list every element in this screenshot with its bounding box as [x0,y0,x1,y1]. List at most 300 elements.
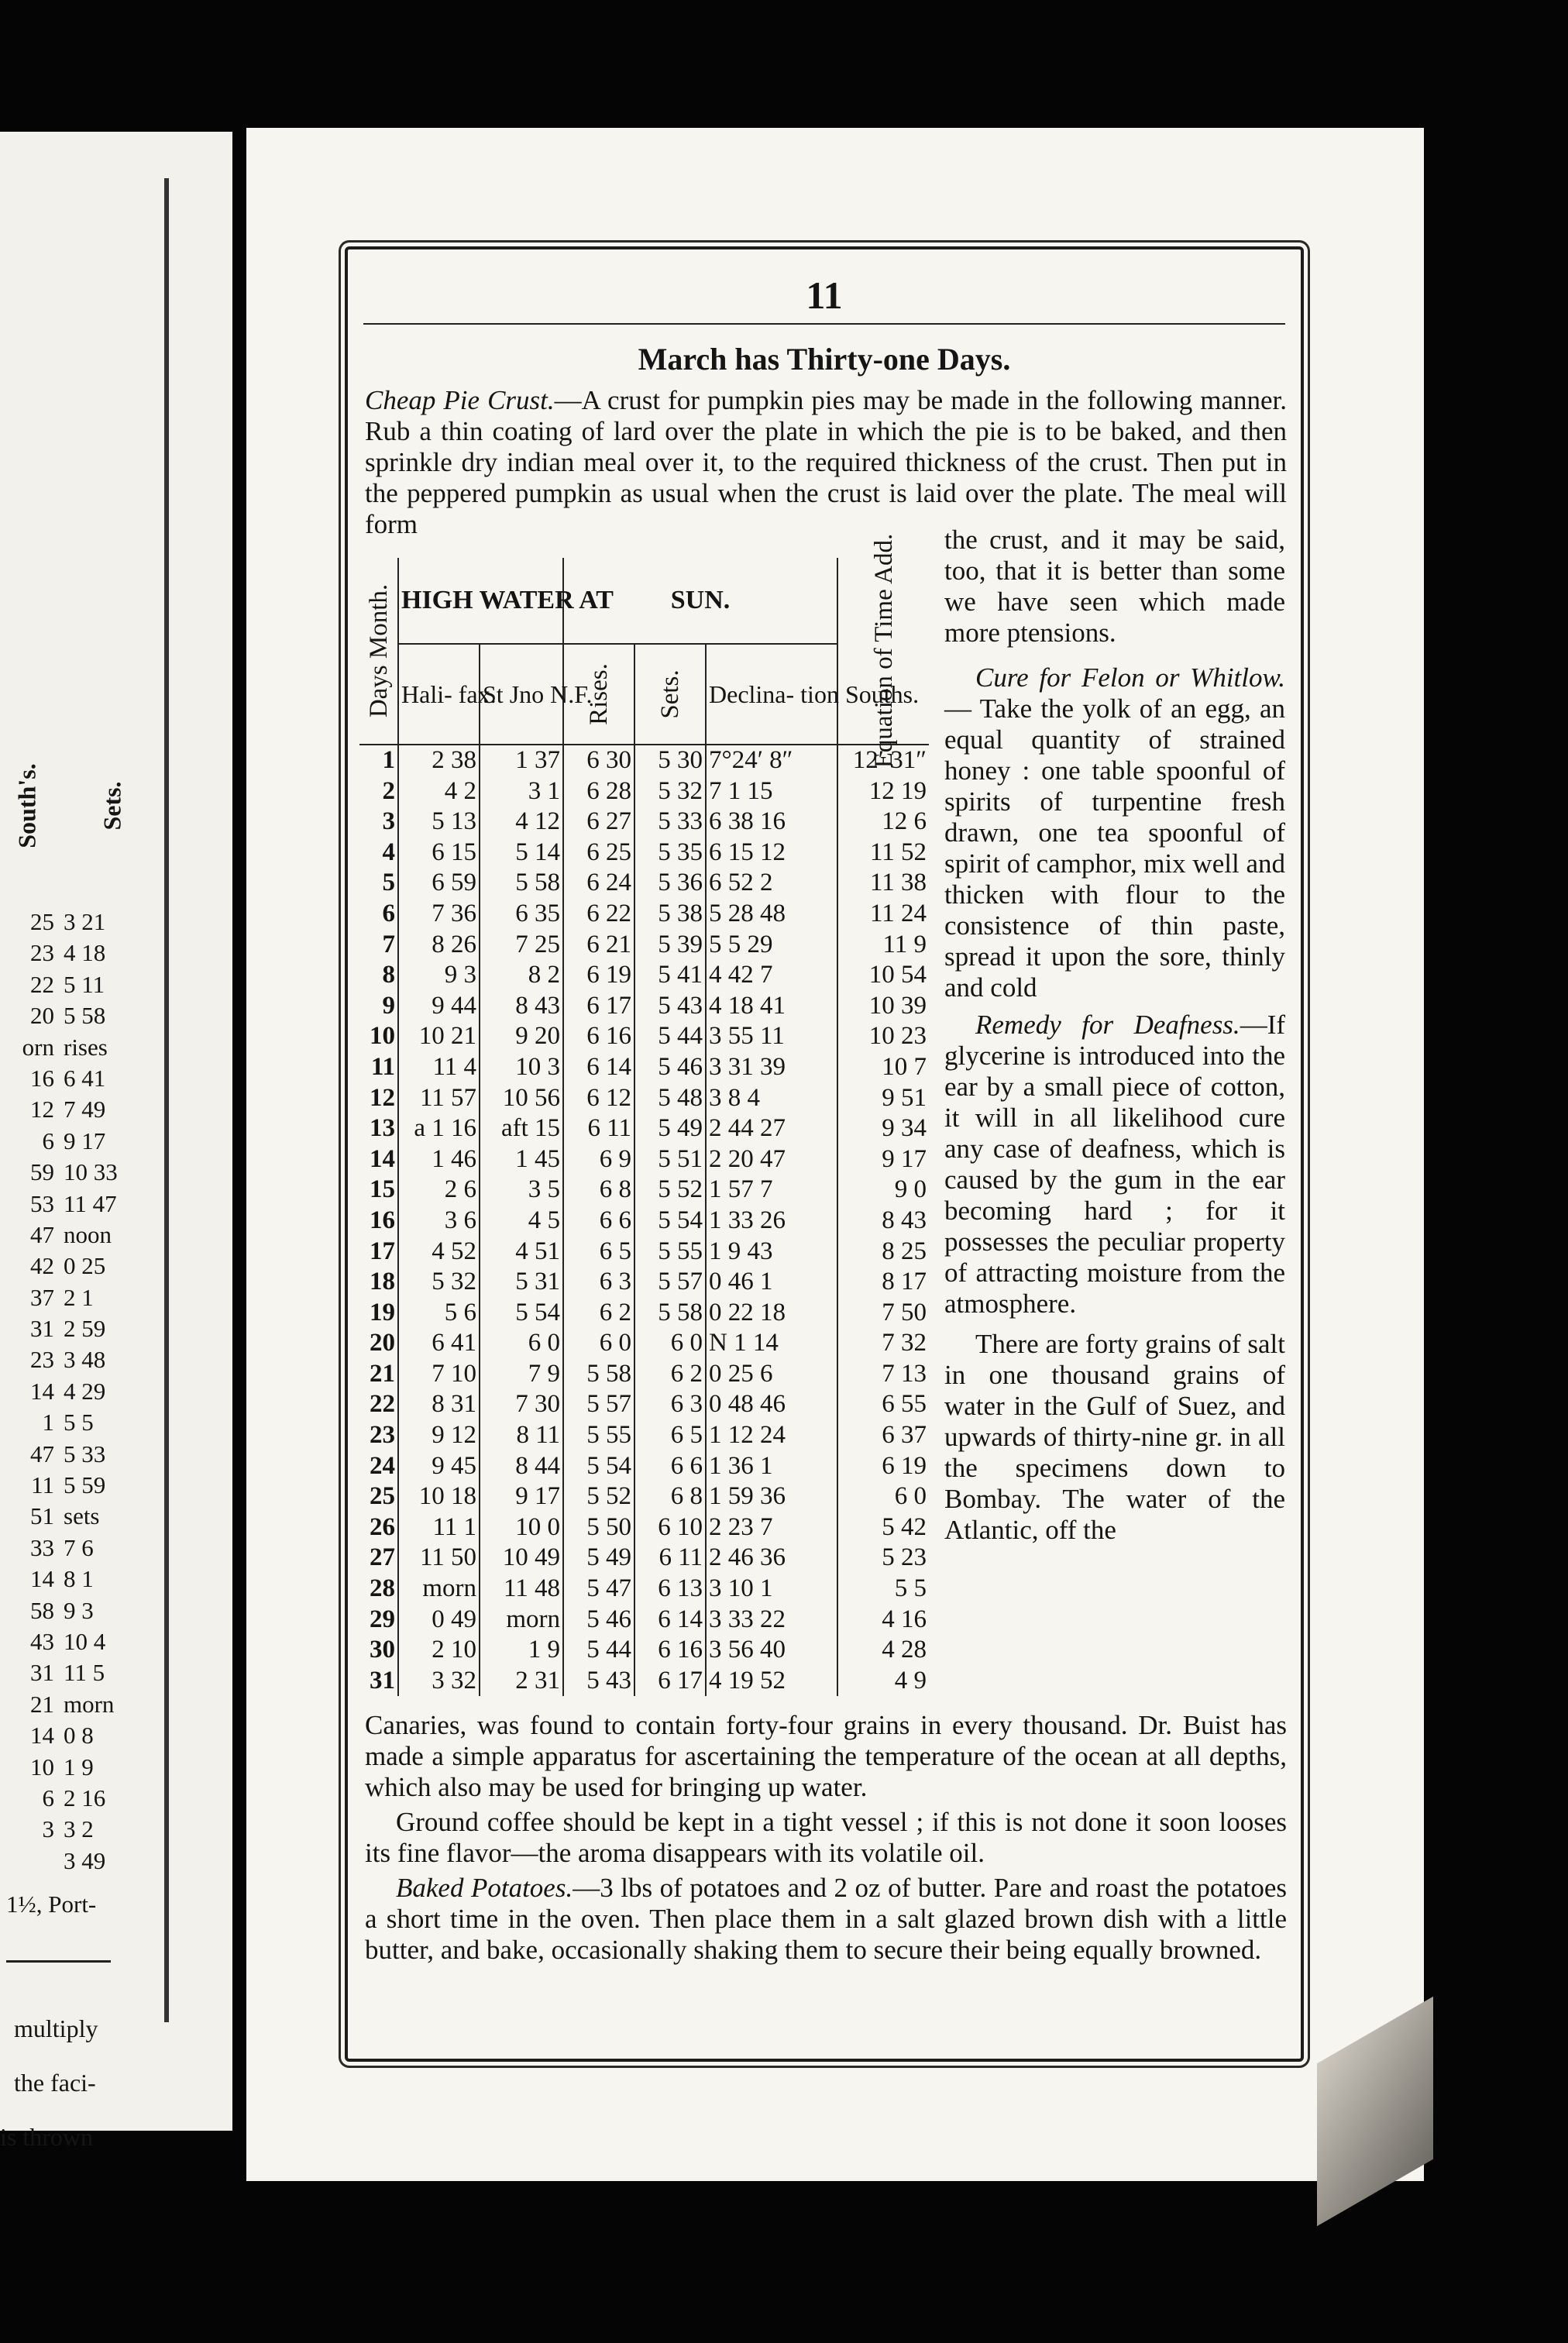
declination-cell: 2 44 27 [706,1113,837,1144]
previous-page-cell: 6 [42,1127,54,1154]
previous-page-header-sets: Sets. [98,781,126,831]
previous-page-cell: 21 [30,1690,54,1718]
declination-cell: 0 48 46 [706,1389,837,1420]
previous-page-cell: 5 11 [64,970,105,998]
deafness-text: —If glycerine is introduced into the ear by a small piece of cotton, it will in all likelihood cure any case of deafness, which is caused by the gum in the ear becoming hard ; for it possesses the peculiar property of attracting moisture from the atmosphere. [944,1010,1285,1319]
halifax-cell: 2 38 [398,745,480,776]
day-cell: 8 [382,961,395,989]
declination-cell: 4 18 41 [706,991,837,1022]
coffee-paragraph: Ground coffee should be kept in a tight vessel ; if this is not done it soon looses its fine flavor—the aroma disappears with its volatile oil. [365,1807,1287,1868]
day-cell: 12 [370,1083,395,1112]
equation-cell: 11 52 [837,838,929,869]
sunset-cell: 5 30 [634,745,706,776]
st-johns-cell: 10 49 [480,1543,563,1574]
sunrise-cell: 6 24 [563,868,634,899]
equation-cell: 9 34 [837,1113,929,1144]
table-row [359,1083,929,1114]
st-johns-cell: 9 20 [480,1021,563,1052]
day-cell: 22 [370,1390,395,1419]
sunrise-cell: 6 30 [563,745,634,776]
table-row [359,1144,929,1175]
equation-cell: 10 23 [837,1021,929,1052]
potatoes-text: —3 lbs of potatoes and 2 oz of butter. Pare and roast the potatoes a short time in the oven. Then place them in a salt glazed brown dish with a little butter, and bake, occasionally shaking them to secure their being equally browned. [365,1873,1287,1965]
previous-page-word: multiply [14,2014,98,2042]
previous-page-tail-text: 1½, Port- [6,1891,97,1918]
previous-page-cell: 10 [30,1753,54,1780]
sunset-cell: 6 14 [634,1605,706,1636]
sunrise-cell: 6 16 [563,1021,634,1052]
previous-page-cell: 0 25 [64,1252,106,1280]
equation-cell: 10 7 [837,1052,929,1083]
sunset-cell: 5 39 [634,930,706,961]
declination-cell: 3 10 1 [706,1574,837,1605]
day-cell: 9 [382,991,395,1020]
declination-cell: 3 8 4 [706,1083,837,1114]
sunset-cell: 5 51 [634,1144,706,1175]
equation-cell: 4 16 [837,1605,929,1636]
header-high-water: HIGH WATER AT [398,558,563,644]
previous-page-cell: 5 33 [64,1440,106,1467]
st-johns-cell: 10 56 [480,1083,563,1114]
previous-page-cell: 1 9 [64,1753,94,1780]
halifax-cell: 11 1 [398,1512,480,1543]
header-declination: Declina- tion Souths. [706,644,837,745]
halifax-cell: 9 45 [398,1451,480,1482]
previous-page-cell: 7 6 [64,1533,94,1561]
sunrise-cell: 5 46 [563,1605,634,1636]
sunset-cell: 5 33 [634,807,706,838]
table-row [359,1605,929,1636]
table-row [359,745,929,776]
declination-cell: 4 19 52 [706,1666,837,1697]
table-row [359,807,929,838]
previous-page-cell: 4 18 [64,939,106,967]
declination-cell: 3 31 39 [706,1052,837,1083]
sunrise-cell: 6 17 [563,991,634,1022]
declination-cell: 7 1 15 [706,776,837,807]
pie-crust-heading: Cheap Pie Crust. [365,385,555,415]
previous-page-cell: 14 [30,1722,54,1750]
previous-page-cell: 3 2 [64,1815,94,1843]
table-row [359,1175,929,1206]
equation-cell: 5 5 [837,1574,929,1605]
sunset-cell: 6 13 [634,1574,706,1605]
equation-cell: 8 43 [837,1206,929,1237]
equation-cell: 12 6 [837,807,929,838]
st-johns-cell: 7 25 [480,930,563,961]
equation-cell: 6 0 [837,1481,929,1512]
day-cell: 29 [370,1605,395,1633]
table-row [359,1666,929,1697]
st-johns-cell: 4 12 [480,807,563,838]
halifax-cell: 6 59 [398,868,480,899]
day-cell: 28 [370,1574,395,1603]
table-row [359,1512,929,1543]
halifax-cell: 4 52 [398,1237,480,1268]
declination-cell: 3 33 22 [706,1605,837,1636]
deafness-paragraph [944,1010,1285,1319]
equation-cell: 9 17 [837,1144,929,1175]
halifax-cell: 11 50 [398,1543,480,1574]
previous-page-cell: 59 [30,1158,54,1186]
equation-cell: 8 25 [837,1237,929,1268]
previous-page-cell: 7 49 [64,1096,106,1123]
table-row [359,1206,929,1237]
salt-continuation: Canaries, was found to contain forty-four grains in every thousand. Dr. Buist has made a simple apparatus for ascertaining the temperature of the ocean at all depths, which also may be used for bringing up water. [365,1710,1287,1802]
st-johns-cell: 2 31 [480,1666,563,1697]
sunrise-cell: 6 21 [563,930,634,961]
equation-cell: 5 23 [837,1543,929,1574]
day-cell: 21 [370,1359,395,1388]
table-row [359,1113,929,1144]
declination-cell: N 1 14 [706,1328,837,1359]
day-cell: 16 [370,1206,395,1234]
day-cell: 4 [382,838,395,866]
previous-page-cell: noon [64,1220,112,1248]
previous-page-cell: 2 59 [64,1315,106,1343]
table-row [359,1635,929,1666]
halifax-cell: 6 41 [398,1328,480,1359]
previous-page-cell: 5 58 [64,1002,106,1030]
previous-page-cell: 5 5 [64,1409,94,1436]
previous-page-cell: 11 [31,1471,54,1499]
potatoes-heading: Baked Potatoes. [396,1873,573,1903]
previous-page-cell: 33 [30,1533,54,1561]
halifax-cell: 8 26 [398,930,480,961]
previous-page-cell: 37 [30,1283,54,1311]
declination-cell: 3 55 11 [706,1021,837,1052]
halifax-cell: 6 15 [398,838,480,869]
previous-page-cell: 9 3 [64,1596,94,1624]
month-title: March has Thirty-one Days. [638,342,1011,377]
previous-page-cell: 9 17 [64,1127,106,1154]
sunset-cell: 5 49 [634,1113,706,1144]
sunset-cell: 6 11 [634,1543,706,1574]
previous-page-cell: 42 [30,1252,54,1280]
st-johns-cell: 6 35 [480,899,563,930]
table-row [359,1359,929,1390]
table-row [359,1328,929,1359]
previous-page-cell: 47 [30,1440,54,1467]
sunset-cell: 5 55 [634,1237,706,1268]
table-row [359,899,929,930]
previous-page-cell: 4 29 [64,1377,106,1405]
equation-cell: 11 38 [837,868,929,899]
declination-cell: 4 42 7 [706,960,837,991]
st-johns-cell: 8 2 [480,960,563,991]
equation-cell: 12′ 31″ [837,745,929,776]
day-cell: 1 [382,746,395,774]
st-johns-cell: 1 37 [480,745,563,776]
st-johns-cell: 11 48 [480,1574,563,1605]
st-johns-cell: 3 5 [480,1175,563,1206]
table-row [359,1237,929,1268]
previous-page-cell: 22 [30,970,54,998]
declination-cell: 5 28 48 [706,899,837,930]
sunset-cell: 5 52 [634,1175,706,1206]
table-row [359,1420,929,1451]
declination-cell: 1 36 1 [706,1451,837,1482]
previous-page-cell: 20 [30,1002,54,1030]
previous-page-column-souths [0,907,54,1846]
declination-cell: 1 33 26 [706,1206,837,1237]
previous-page-cell: 43 [30,1627,54,1655]
header-sets: Sets. [634,644,706,745]
st-johns-cell: 9 17 [480,1481,563,1512]
sunrise-cell: 6 8 [563,1175,634,1206]
declination-cell: 0 22 18 [706,1298,837,1329]
sunrise-cell: 6 28 [563,776,634,807]
sunset-cell: 5 41 [634,960,706,991]
day-cell: 15 [370,1175,395,1204]
halifax-cell: morn [398,1574,480,1605]
previous-page-cell: 10 33 [64,1158,118,1186]
page-number: 11 [806,274,843,317]
sunrise-cell: 6 22 [563,899,634,930]
header-sun: SUN. [563,558,837,644]
right-text-column [944,525,1285,1546]
equation-cell: 5 42 [837,1512,929,1543]
previous-page-border [0,178,169,2151]
previous-page-header-souths: South's. [12,763,41,848]
salt-paragraph: There are forty grains of salt in one thousand grains of water in the Gulf of Suez, and upwards of thirty-nine gr. in all the specimens down to Bombay. The water of the Atlantic, off the [944,1329,1285,1545]
previous-page-cell: 2 1 [64,1283,94,1311]
st-johns-cell: 5 54 [480,1298,563,1329]
sunrise-cell: 6 3 [563,1267,634,1298]
previous-page-cell: 58 [30,1596,54,1624]
sunset-cell: 6 0 [634,1328,706,1359]
previous-page-cell: 10 4 [64,1627,106,1655]
sunrise-cell: 5 44 [563,1635,634,1666]
table-row [359,868,929,899]
previous-page-cell: sets [64,1502,100,1530]
equation-cell: 9 0 [837,1175,929,1206]
halifax-cell: 9 12 [398,1420,480,1451]
sunrise-cell: 5 50 [563,1512,634,1543]
sunrise-cell: 5 55 [563,1420,634,1451]
st-johns-cell: 7 9 [480,1359,563,1390]
day-cell: 13 [370,1114,395,1143]
declination-cell: 7°24′ 8″ [706,745,837,776]
previous-page-cell: 31 [30,1315,54,1343]
sunset-cell: 5 48 [634,1083,706,1114]
sunrise-cell: 6 19 [563,960,634,991]
halifax-cell: 8 31 [398,1389,480,1420]
previous-page-cell: 8 1 [64,1565,94,1593]
sunset-cell: 6 3 [634,1389,706,1420]
previous-page-cell: rises [64,1033,108,1061]
previous-page-cell: 6 [42,1784,54,1811]
header-days-month: Days Month. [359,558,398,745]
equation-cell: 7 32 [837,1328,929,1359]
declination-cell: 1 9 43 [706,1237,837,1268]
st-johns-cell: 7 30 [480,1389,563,1420]
declination-cell: 6 38 16 [706,807,837,838]
previous-page-cell: 23 [30,939,54,967]
previous-page-cell: 2 16 [64,1784,106,1811]
halifax-cell: 5 32 [398,1267,480,1298]
header-rises: Rises. [563,644,634,745]
day-cell: 11 [370,1052,395,1081]
sunrise-cell: 6 2 [563,1298,634,1329]
halifax-cell: 2 6 [398,1175,480,1206]
halifax-cell: 11 4 [398,1052,480,1083]
sunrise-cell: 6 12 [563,1083,634,1114]
previous-page-cell: 31 [30,1659,54,1687]
halifax-cell: 10 21 [398,1021,480,1052]
potatoes-paragraph [365,1873,1287,1966]
halifax-cell: 10 18 [398,1481,480,1512]
declination-cell: 1 59 36 [706,1481,837,1512]
halifax-cell: 4 2 [398,776,480,807]
equation-cell: 9 51 [837,1083,929,1114]
halifax-cell: 9 44 [398,991,480,1022]
halifax-cell: 5 6 [398,1298,480,1329]
st-johns-cell: 4 51 [480,1237,563,1268]
table-row [359,1574,929,1605]
table-row [359,1267,929,1298]
equation-cell: 11 24 [837,899,929,930]
previous-page-rule [6,1960,111,1963]
st-johns-cell: 8 44 [480,1451,563,1482]
declination-cell: 0 25 6 [706,1359,837,1390]
sunset-cell: 5 32 [634,776,706,807]
halifax-cell: 1 46 [398,1144,480,1175]
page-frame [345,246,1304,2062]
day-cell: 19 [370,1298,395,1326]
header-rule [363,323,1285,325]
table-row [359,1021,929,1052]
st-johns-cell: morn [480,1605,563,1636]
sunset-cell: 6 16 [634,1635,706,1666]
previous-page-cell: orn [22,1033,54,1061]
day-cell: 25 [370,1482,395,1511]
sunset-cell: 6 6 [634,1451,706,1482]
day-cell: 3 [382,807,395,836]
equation-cell: 6 37 [837,1420,929,1451]
st-johns-cell: 10 0 [480,1512,563,1543]
sunset-cell: 5 38 [634,899,706,930]
previous-page-cell: 14 [30,1377,54,1405]
previous-page-cell: 11 47 [64,1189,117,1217]
st-johns-cell: 5 14 [480,838,563,869]
declination-cell: 1 12 24 [706,1420,837,1451]
day-cell: 26 [370,1512,395,1541]
felon-heading: Cure for Felon or Whitlow. [975,662,1285,693]
sunrise-cell: 5 49 [563,1543,634,1574]
day-cell: 10 [370,1022,395,1051]
previous-page-cell: 16 [30,1064,54,1092]
sunset-cell: 6 10 [634,1512,706,1543]
st-johns-cell: 5 31 [480,1267,563,1298]
day-cell: 17 [370,1237,395,1265]
table-row [359,960,929,991]
day-cell: 20 [370,1329,395,1357]
felon-text: — Take the yolk of an egg, an equal quantity of strained honey : one table spoonful of spirits of turpentine fresh drawn, one tea spoonful of spirit of camphor, mix well and thicken with flour to the consistence of thin paste, spread it upon the sore, thinly and cold [944,693,1285,1003]
previous-page-cell: 14 [30,1565,54,1593]
header-equation-of-time: Equation of Time Add. [837,558,929,745]
previous-page-cell: 11 5 [64,1659,105,1687]
previous-page-cell: morn [64,1690,115,1718]
equation-cell: 6 55 [837,1389,929,1420]
sunset-cell: 5 57 [634,1267,706,1298]
table-row [359,991,929,1022]
halifax-cell: 2 10 [398,1635,480,1666]
previous-page-cell: 51 [30,1502,54,1530]
sunset-cell: 6 8 [634,1481,706,1512]
table-row [359,1298,929,1329]
declination-cell: 1 57 7 [706,1175,837,1206]
sunrise-cell: 6 6 [563,1206,634,1237]
equation-cell: 7 13 [837,1359,929,1390]
day-cell: 5 [382,869,395,897]
halifax-cell: 0 49 [398,1605,480,1636]
previous-page-column-sets [64,907,160,1877]
sunset-cell: 6 2 [634,1359,706,1390]
pie-crust-text: —A crust for pumpkin pies may be made in the following manner. Rub a thin coating of lard over the plate in which the pie is to be baked, and then sprinkle dry indian meal over it, to the required thickness of the crust. Then put in the peppered pumpkin as usual when the crust is laid over the plate. The meal will form [365,385,1287,539]
previous-page-cell: 12 [30,1096,54,1123]
header-halifax: Hali- fax. [398,644,480,745]
pie-crust-continuation: the crust, and it may be said, too, that it is better than some we have seen which made more ptensions. [944,525,1285,648]
sunrise-cell: 6 25 [563,838,634,869]
table-row [359,1052,929,1083]
declination-cell: 5 5 29 [706,930,837,961]
equation-cell: 7 50 [837,1298,929,1329]
sunset-cell: 5 44 [634,1021,706,1052]
deafness-heading: Remedy for Deafness. [975,1010,1240,1040]
sunrise-cell: 6 27 [563,807,634,838]
day-cell: 24 [370,1451,395,1480]
previous-page-cell: 5 59 [64,1471,106,1499]
sunset-cell: 5 58 [634,1298,706,1329]
halifax-cell: 7 36 [398,899,480,930]
sunset-cell: 5 35 [634,838,706,869]
declination-cell: 3 56 40 [706,1635,837,1666]
st-johns-cell: 5 58 [480,868,563,899]
sunrise-cell: 5 54 [563,1451,634,1482]
table-row [359,838,929,869]
day-cell: 18 [370,1268,395,1296]
previous-page-cell: 0 8 [64,1722,94,1750]
sunrise-cell: 6 5 [563,1237,634,1268]
sunrise-cell: 6 14 [563,1052,634,1083]
day-cell: 7 [382,930,395,958]
sunset-cell: 6 17 [634,1666,706,1697]
sunrise-cell: 5 43 [563,1666,634,1697]
st-johns-cell: 3 1 [480,776,563,807]
halifax-cell: 3 32 [398,1666,480,1697]
table-row [359,1389,929,1420]
st-johns-cell: aft 15 [480,1113,563,1144]
sunrise-cell: 6 11 [563,1113,634,1144]
previous-page-cell: 3 [42,1815,54,1843]
day-cell: 2 [382,776,395,805]
pie-crust-paragraph [365,385,1287,540]
sunrise-cell: 5 47 [563,1574,634,1605]
st-johns-cell: 1 9 [480,1635,563,1666]
table-row [359,930,929,961]
previous-page-word: the faci- [14,2069,96,2097]
declination-cell: 0 46 1 [706,1267,837,1298]
previous-page-cell: 23 [30,1346,54,1374]
sunrise-cell: 6 9 [563,1144,634,1175]
sunrise-cell: 5 57 [563,1389,634,1420]
table-row [359,1481,929,1512]
declination-cell: 2 20 47 [706,1144,837,1175]
halifax-cell: 7 10 [398,1359,480,1390]
declination-cell: 6 52 2 [706,868,837,899]
sunset-cell: 5 36 [634,868,706,899]
